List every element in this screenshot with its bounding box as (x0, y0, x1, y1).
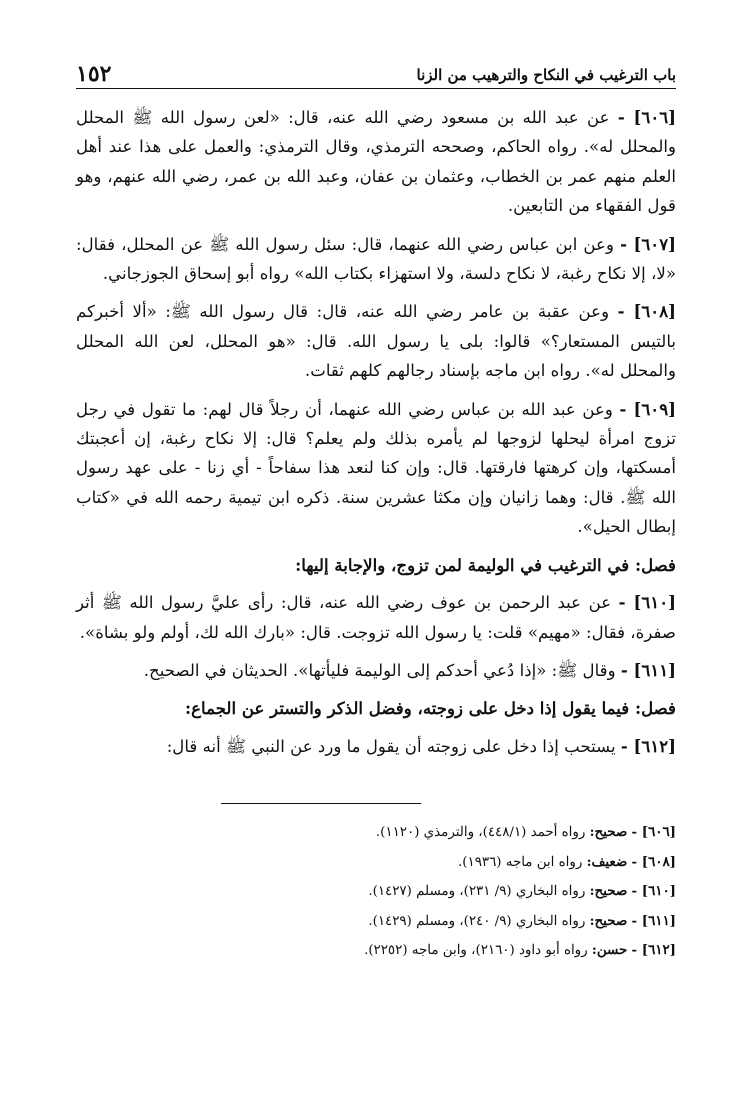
hadith-text: وعن عبد الله بن عباس رضي الله عنهما، أن رجلاً قال لهم: ما تقول في رجل تزوج امرأة ليحلها لزوجها لم يأمره بذلك ولم يعلم؟ قال: إلا نكاح رغبة، إن أعجبتك أمسكتها، وإن كرهتها فارقتها. قال: وإن كنا لنعد هذا سفاحاً - أي زنا - على عهد رسول الله ﷺ. قال: وهما زانيان وإن مكثا عشرين سنة. ذكره ابن تيمية رحمه الله في «كتاب إبطال الحيل». (76, 399, 676, 537)
page-number: ١٥٢ (76, 61, 112, 87)
hadith-text: يستحب إذا دخل على زوجته أن يقول ما ورد عن النبي ﷺ أنه قال: (166, 736, 616, 756)
hadith-number: [٦٠٦] - (617, 107, 677, 127)
hadith-number: [٦١٠] - (618, 592, 676, 613)
footnote-text: رواه البخاري (٩/ ٢٣١)، ومسلم (١٤٢٧). (368, 884, 586, 900)
hadith-text: عن عبد الرحمن بن عوف رضي الله عنه، قال: رأى عليَّ رسول الله ﷺ أثر صفرة، فقال: «مهيم» قلت: يا رسول الله تزوجت. قال: «بارك الله لك، أولم ولو بشاة». (76, 593, 676, 642)
footnote-text: رواه البخاري (٩/ ٢٤٠)، ومسلم (١٤٢٩). (368, 913, 586, 929)
hadith-610 (76, 588, 676, 647)
running-title: باب الترغيب في النكاح والترهيب من الزنا (416, 66, 676, 84)
hadith-number: [٦٠٩] - (619, 398, 676, 419)
hadith-607 (76, 230, 676, 289)
footnotes (76, 818, 676, 966)
footnote-grade: صحيح: (589, 883, 628, 900)
hadith-609 (76, 395, 676, 542)
hadith-text: وقال ﷺ: «إذا دُعي أحدكم إلى الوليمة فليأتها». الحديثان في الصحيح. (143, 660, 616, 680)
footnote-number: [٦١٢] - (631, 942, 676, 959)
footnote-grade: حسن: (591, 942, 628, 959)
footnote-number: [٦١٠] - (631, 883, 676, 900)
footnote-grade: ضعيف: (586, 853, 628, 870)
hadith-611 (76, 656, 676, 685)
footnote-text: رواه أحمد (٤٤٨/١)، والترمذي (١١٢٠). (375, 825, 586, 841)
footnote-grade: صحيح: (589, 912, 628, 929)
hadith-number: [٦٠٨] - (617, 301, 676, 322)
hadith-text: وعن ابن عباس رضي الله عنهما، قال: سئل رسول الله ﷺ عن المحلل، فقال: «لا، إلا نكاح رغبة، لا نكاح دلسة، ولا استهزاء بكتاب الله» رواه أبو إسحاق الجوزجاني. (76, 234, 676, 284)
footnote-number: [٦٠٨] - (631, 853, 676, 870)
footnote-number: [٦١١] - (631, 912, 676, 929)
footnote-text: رواه أبو داود (٢١٦٠)، وابن ماجه (٢٢٥٢). (364, 943, 588, 959)
footnote-611 (76, 907, 676, 937)
page-body (76, 103, 676, 761)
section-heading-entering: فصل: فيما يقول إذا دخل على زوجته، وفضل الذكر والتستر عن الجماع: (185, 698, 676, 719)
hadith-number: [٦٠٧] - (620, 233, 676, 254)
section-heading-walima: فصل: في الترغيب في الوليمة لمن تزوج، والإجابة إليها: (295, 554, 676, 575)
hadith-text: عن عبد الله بن مسعود رضي الله عنه، قال: «لعن رسول الله ﷺ المحلل والمحلل له». رواه الحاكم، وصححه الترمذي، وقال الترمذي: والعمل على هذا عند أهل العلم منهم عمر بن الخطاب، وعثمان بن عفان، وعبد الله بن عمر، رضي الله عنهم، وهو قول الفقهاء من التابعين. (76, 108, 676, 216)
footnote-text: رواه ابن ماجه (١٩٣٦). (458, 854, 583, 870)
footnote-612 (76, 936, 676, 966)
hadith-number: [٦١٢] - (620, 735, 676, 756)
hadith-number: [٦١١] - (620, 659, 676, 680)
footnote-grade: صحيح: (589, 824, 628, 841)
footnote-606 (76, 818, 676, 848)
hadith-606 (76, 103, 676, 221)
page-header (76, 58, 676, 89)
hadith-608 (76, 297, 676, 385)
hadith-text: وعن عقبة بن عامر رضي الله عنه، قال: قال رسول الله ﷺ: «ألا أخبركم بالتيس المستعار؟» قالوا: بلى يا رسول الله. قال: «هو المحلل، لعن الله المحلل والمحلل له». رواه ابن ماجه بإسناد رجالهم كلهم ثقات. (76, 302, 676, 381)
footnote-610 (76, 877, 676, 907)
hadith-612 (76, 732, 676, 761)
footnote-divider (221, 803, 421, 804)
footnote-608 (76, 848, 676, 878)
footnote-number: [٦٠٦] - (631, 824, 676, 841)
